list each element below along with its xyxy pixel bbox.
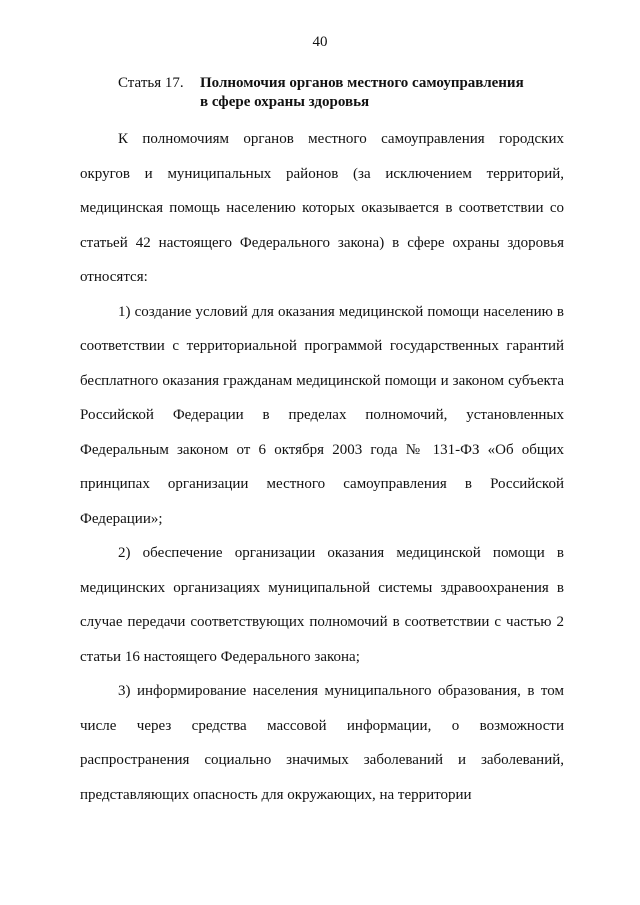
item-2-paragraph: 2) обеспечение организации оказания медицинской помощи в медицинских организациях муниципальной системы здравоохранения в случае передачи соответствующих полномочий в соответствии с частью 2 статьи 16 настоящего Федерального закона; bbox=[80, 545, 564, 665]
intro-paragraph: К полномочиям органов местного самоуправления городских округов и муниципальных районов (за исключением территорий, медицинская помощь населению которых оказывается в соответствии со статьей 42 настоящего Федерального закона) в сфере охраны здоровья относятся: bbox=[80, 131, 564, 285]
page-number: 40 bbox=[312, 34, 328, 50]
article-label: Статья 17. bbox=[118, 75, 184, 91]
article-title-line-1: Полномочия органов местного самоуправления bbox=[200, 75, 524, 91]
article-title bbox=[200, 74, 580, 112]
article-title-line-2: в сфере охраны здоровья bbox=[200, 94, 370, 110]
article-body bbox=[80, 122, 564, 812]
item-3-paragraph: 3) информирование населения муниципального образования, в том числе через средства массовой информации, о возможности распространения социально значимых заболеваний и заболеваний, представляющих опасность для окружающих, на территории bbox=[80, 683, 564, 803]
item-1-paragraph: 1) создание условий для оказания медицинской помощи населению в соответствии с территориальной программой государственных гарантий бесплатного оказания гражданам медицинской помощи и законом субъекта Российской Федерации в пределах полномочий, установленных Федеральным законом от 6 октября 2003 года № 131-ФЗ «Об общих принципах организации местного самоуправления в Российской Федерации»; bbox=[80, 303, 564, 527]
